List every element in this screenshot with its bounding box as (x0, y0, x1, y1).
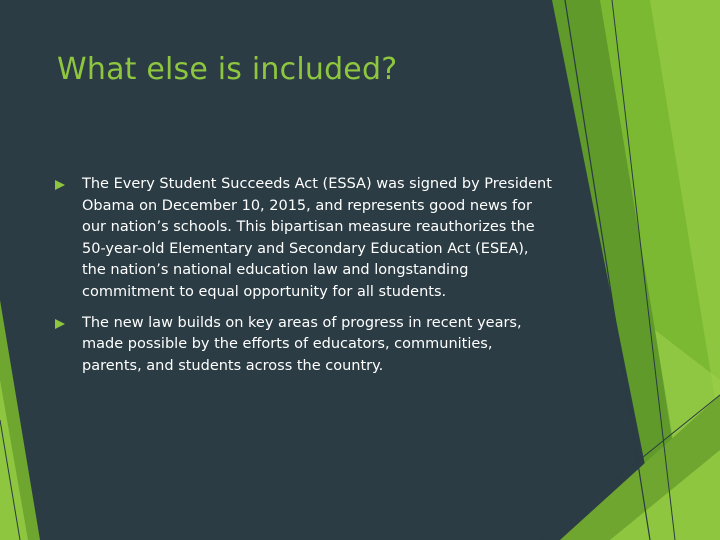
bullet-item (54, 174, 554, 304)
bullet-text: The new law builds on key areas of progress in recent years, made possible by the efforts of educators, communities, parents, and students across the country. (82, 314, 522, 374)
right-triangle-bullet-icon (54, 179, 66, 191)
bullet-text: The Every Student Succeeds Act (ESSA) was signed by President Obama on December 10, 2015, and represents good news for our nation’s schools. This bipartisan measure reauthorizes the 50-year-old Elementary and Secondary Education Act (ESEA), the nation’s national education law and longstanding commitment to equal opportunity for all students. (82, 176, 552, 300)
slide-title: What else is included? (57, 52, 398, 87)
right-triangle-bullet-icon (54, 318, 66, 330)
bullet-item (54, 313, 554, 378)
bullet-list (54, 174, 554, 386)
